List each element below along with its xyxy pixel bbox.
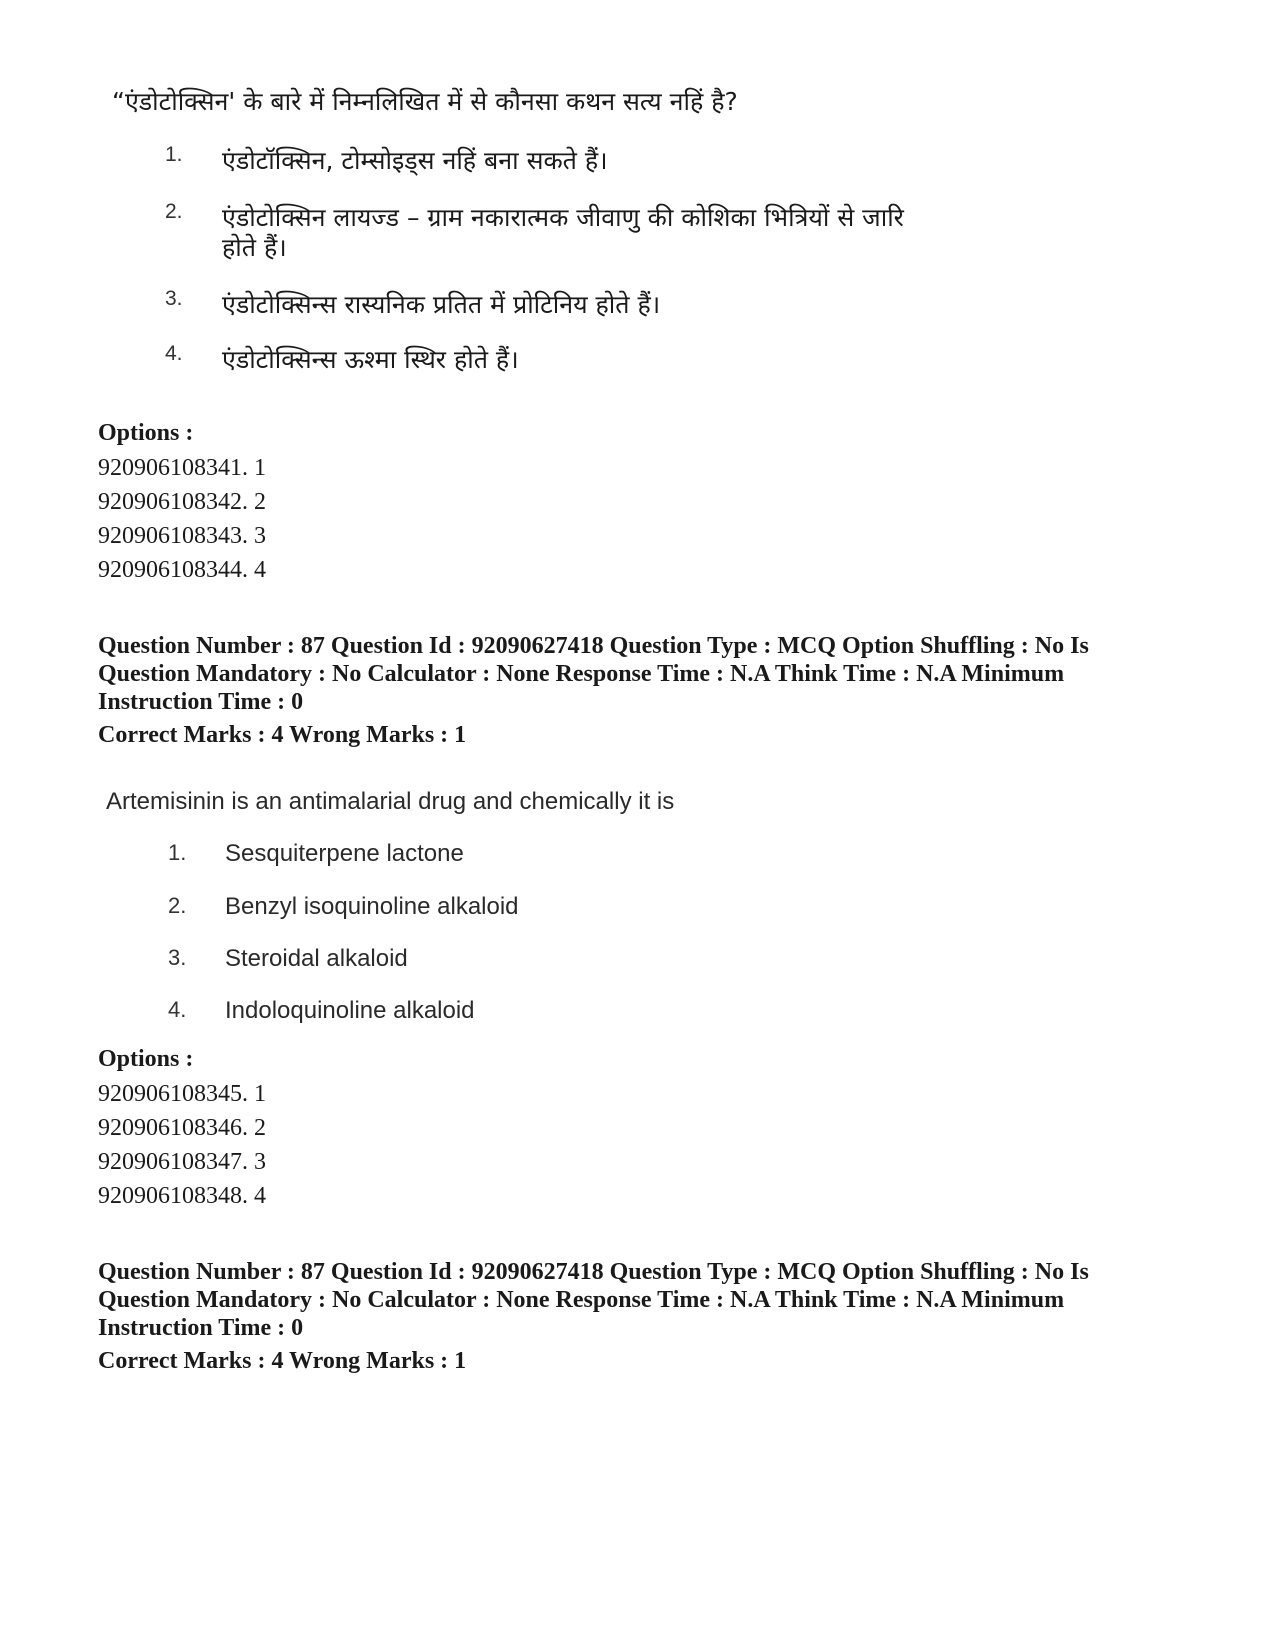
option-item: 920906108342. 2 — [98, 489, 266, 515]
question-meta — [98, 1258, 1158, 1342]
meta-line: Question Mandatory : No Calculator : None Response Time : N.A Think Time : N.A Minimum — [98, 1287, 1065, 1313]
item-text: Sesquiterpene lactone — [225, 840, 464, 867]
option-item: 920906108345. 1 — [98, 1081, 266, 1107]
option-item: 920906108346. 2 — [98, 1115, 266, 1141]
option-item: 920906108343. 3 — [98, 523, 266, 549]
meta-line: Instruction Time : 0 — [98, 1315, 304, 1341]
question-1-text: “एंडोटोक्सिन' के बारे में निम्नलिखित में से कौनसा कथन सत्य नहिं है? — [112, 87, 738, 116]
item-number: 2. — [165, 200, 183, 223]
option-item: 920906108341. 1 — [98, 455, 266, 481]
marks-line: Correct Marks : 4 Wrong Marks : 1 — [98, 722, 467, 748]
item-number: 3. — [165, 287, 183, 310]
item-text: Indoloquinoline alkaloid — [225, 997, 475, 1024]
option-item: 920906108344. 4 — [98, 557, 266, 583]
item-text-continued: होते हैं। — [222, 233, 287, 262]
item-text: एंडोटोक्सिन लायज्ड – ग्राम नकारात्मक जीवाणु की कोशिका भित्रियों से जारि — [222, 203, 904, 232]
item-number: 3. — [168, 945, 187, 970]
item-number: 1. — [168, 840, 187, 865]
item-number: 4. — [168, 997, 187, 1022]
item-number: 1. — [165, 143, 183, 166]
question-2-text: Artemisinin is an antimalarial drug and chemically it is — [106, 788, 675, 815]
meta-line: Instruction Time : 0 — [98, 689, 304, 715]
question-meta — [98, 632, 1158, 716]
item-text: Benzyl isoquinoline alkaloid — [225, 893, 519, 920]
options-title: Options : — [98, 1046, 194, 1072]
marks-line: Correct Marks : 4 Wrong Marks : 1 — [98, 1348, 467, 1374]
item-number: 2. — [168, 893, 187, 918]
item-number: 4. — [165, 342, 183, 365]
option-item: 920906108348. 4 — [98, 1183, 266, 1209]
item-text: एंडोटोक्सिन्स रास्यनिक प्रतित में प्रोटिनिय होते हैं। — [222, 290, 661, 319]
options-title: Options : — [98, 420, 194, 446]
item-text: एंडोटोक्सिन्स ऊश्मा स्थिर होते हैं। — [222, 345, 519, 374]
meta-line: Question Number : 87 Question Id : 92090627418 Question Type : MCQ Option Shuffling : No Is — [98, 633, 1089, 659]
item-text: एंडोटॉक्सिन, टोम्सोइड्स नहिं बना सकते हैं। — [222, 146, 608, 175]
option-item: 920906108347. 3 — [98, 1149, 266, 1175]
meta-line: Question Number : 87 Question Id : 92090627418 Question Type : MCQ Option Shuffling : No Is — [98, 1259, 1089, 1285]
meta-line: Question Mandatory : No Calculator : None Response Time : N.A Think Time : N.A Minimum — [98, 661, 1065, 687]
item-text: Steroidal alkaloid — [225, 945, 408, 972]
